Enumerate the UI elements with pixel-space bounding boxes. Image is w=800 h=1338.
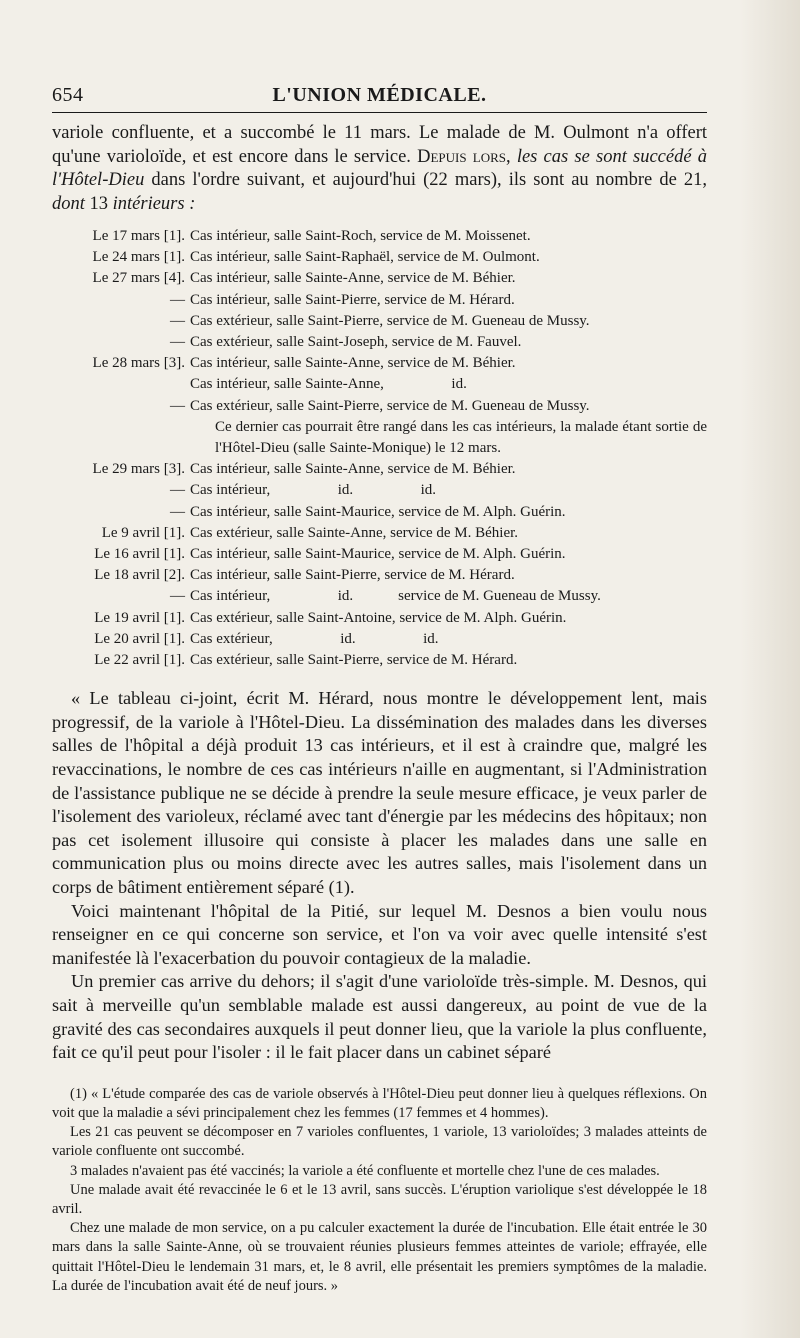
case-description: Cas extérieur, id. id. [190,630,439,647]
case-date: Le 17 mars [1]. [92,228,185,244]
case-description: Cas intérieur, salle Saint-Pierre, service de M. Hérard. [190,291,515,308]
case-row [52,247,707,268]
intro-paragraph [52,122,707,216]
case-date: Le 28 mars [3]. [92,355,185,372]
case-date: — [170,482,185,499]
footnotes [52,1085,707,1296]
case-date: — [170,334,185,351]
case-row [52,544,707,565]
case-row [52,268,707,289]
body-paragraph: « Le tableau ci-joint, écrit M. Hérard, nous montre le développement lent, mais progressif, de la variole à l'Hôtel-Dieu. La dissémination des malades dans les diverses salles de l'hôpital a déjà produit 13 cas intérieurs, et il est à craindre que, malgré les revaccinations, le nombre de ces cas intérieurs n'aille en augmentant, si l'Administration de l'assistance publique ne se décide à prendre la seule mesure efficace, je veux parler de l'isolement des varioleux, réclamé avec tant d'énergie par les médecins des hôpitaux; non pas cet isolement illusoire qui consiste à placer les malades dans une salle en communication plus ou moins directe avec les autres salles, mais l'isolement dans un corps de bâtiment entièrement séparé (1). [52,688,707,898]
case-description: Cas intérieur, salle Sainte-Anne, service de M. Béhier. [190,355,516,372]
case-date: Le 16 avril [1]. [94,546,185,563]
case-date: — [170,291,185,308]
case-date: — [170,588,185,605]
footnote-paragraph: 3 malades n'avaient pas été vaccinés; la variole a été confluente et mortelle chez l'une de ces malades. [70,1162,660,1179]
intro-text-1: variole confluente, et a succombé le 11 mars. Le malade de M. Oulmont n'a offert qu'une varioloïde, et est encore dans le service. [52,123,707,167]
case-row [52,226,707,247]
case-description: Cas intérieur, salle Saint-Raphaël, service de M. Oulmont. [190,249,540,266]
case-description: Cas extérieur, salle Saint-Antoine, service de M. Alph. Guérin. [190,609,567,626]
case-date: Le 18 avril [2]. [94,567,185,584]
case-row [52,311,707,332]
case-row [52,608,707,629]
intro-text-4: 13 [84,193,113,214]
case-note: Ce dernier cas pourrait être rangé dans les cas intérieurs, la malade étant sortie de l'Hôtel-Dieu (salle Sainte-Monique) le 12 mars. [215,418,707,457]
case-description: Cas intérieur, id. service de M. Gueneau de Mussy. [190,588,601,605]
intro-smallcaps: Depuis lors [417,146,507,167]
case-description: Cas extérieur, salle Saint-Pierre, service de M. Gueneau de Mussy. [190,312,590,329]
running-title: L'UNION MÉDICALE. [272,84,487,106]
case-description: Cas intérieur, salle Sainte-Anne, id. [190,376,467,393]
case-date: Le 22 avril [1]. [94,652,185,669]
case-date: — [170,397,185,414]
case-row [52,353,707,374]
case-date: Le 29 mars [3]. [92,461,185,478]
case-description: Cas extérieur, salle Sainte-Anne, service de M. Béhier. [190,524,519,541]
running-header [52,78,707,112]
case-description: Cas intérieur, salle Saint-Pierre, service de M. Hérard. [190,567,515,584]
case-description: Cas intérieur, salle Sainte-Anne, service de M. Béhier. [190,461,516,478]
case-date: Le 19 avril [1]. [94,609,185,626]
case-date [52,374,190,395]
footnote-paragraph: Chez une malade de mon service, on a pu calculer exactement la durée de l'incubation. Elle était entrée le 30 mars dans la salle Sainte-Anne, où se trouvaient réunies plusieurs femmes atteintes de variole; effrayée, elle quittait l'Hôtel-Dieu le lendemain 31 mars, et, le 8 avril, elle présentait les premiers symptômes de la maladie. La durée de l'incubation avait été de neuf jours. » [52,1220,707,1294]
case-row [52,629,707,650]
body-paragraph: Voici maintenant l'hôpital de la Pitié, sur lequel M. Desnos a bien voulu nous renseigner en ce qui concerne son service, et l'on va voir avec quelle intensité s'est manifestée là l'exacerbation du pouvoir contagieux de la maladie. [52,900,707,968]
body-text [52,687,707,1065]
intro-italic-1: les cas se sont succédé à l'Hôtel-Dieu [52,146,708,190]
intro-text-2: , [506,146,517,167]
case-date: — [170,503,185,520]
case-description: Cas extérieur, salle Saint-Pierre, service de M. Gueneau de Mussy. [190,397,590,414]
case-description: Cas intérieur, salle Sainte-Anne, service de M. Béhier. [190,270,516,287]
case-date: Le 24 mars [1]. [92,249,185,266]
case-date: Le 9 avril [1]. [101,524,185,541]
case-row [52,502,707,523]
case-description: Cas extérieur, salle Saint-Joseph, service de M. Fauvel. [190,334,522,351]
case-description: Cas extérieur, salle Saint-Pierre, service de M. Hérard. [190,652,518,669]
document-page [52,78,707,1296]
case-row [52,459,707,480]
case-description: Cas intérieur, salle Saint-Maurice, service de M. Alph. Guérin. [190,503,566,520]
footnote-paragraph: Les 21 cas peuvent se décomposer en 7 varioles confluentes, 1 variole, 13 varioloïdes; 3 malades atteints de variole confluente ont succombé. [52,1124,707,1160]
header-rule [52,112,707,113]
case-row [52,332,707,353]
case-row [52,523,707,544]
case-row [52,396,707,417]
body-paragraph: Un premier cas arrive du dehors; il s'agit d'une varioloïde très-simple. M. Desnos, qui sait à merveille qu'un semblable malade est aussi dangereux, au point de vue de la gravité des cas secondaires auxquels il peut donner lieu, que la variole la plus confluente, fait ce qu'il peut pour l'isoler : il le fait placer dans un cabinet séparé [52,971,707,1063]
case-row [52,374,707,395]
case-row [52,290,707,311]
intro-italic-2: dont [52,193,85,214]
case-row [52,586,707,607]
case-date: — [170,312,185,329]
case-description: Cas intérieur, id. id. [190,482,437,499]
case-date: Le 20 avril [1]. [94,630,185,647]
page-edge-shadow [740,0,800,1338]
case-date: Le 27 mars [4]. [92,270,185,287]
case-row [52,480,707,501]
case-row [52,565,707,586]
footnote-paragraph: (1) « L'étude comparée des cas de variole observés à l'Hôtel-Dieu peut donner lieu à quelques réflexions. On voit que la maladie a sévi principalement chez les femmes (17 femmes et 4 hommes). [52,1085,707,1121]
intro-italic-3: intérieurs : [112,193,196,214]
footnote-paragraph: Une malade avait été revaccinée le 6 et le 13 avril, sans succès. L'éruption variolique s'est développée le 18 avril. [52,1181,707,1217]
case-description: Cas intérieur, salle Saint-Roch, service de M. Moissenet. [190,228,531,244]
case-list [52,226,707,671]
case-description: Cas intérieur, salle Saint-Maurice, service de M. Alph. Guérin. [190,546,566,563]
intro-text-3: dans l'ordre suivant, et aujourd'hui (22 mars), ils sont au nombre de 21, [144,170,707,190]
case-row [52,650,707,671]
page-number: 654 [52,84,84,106]
